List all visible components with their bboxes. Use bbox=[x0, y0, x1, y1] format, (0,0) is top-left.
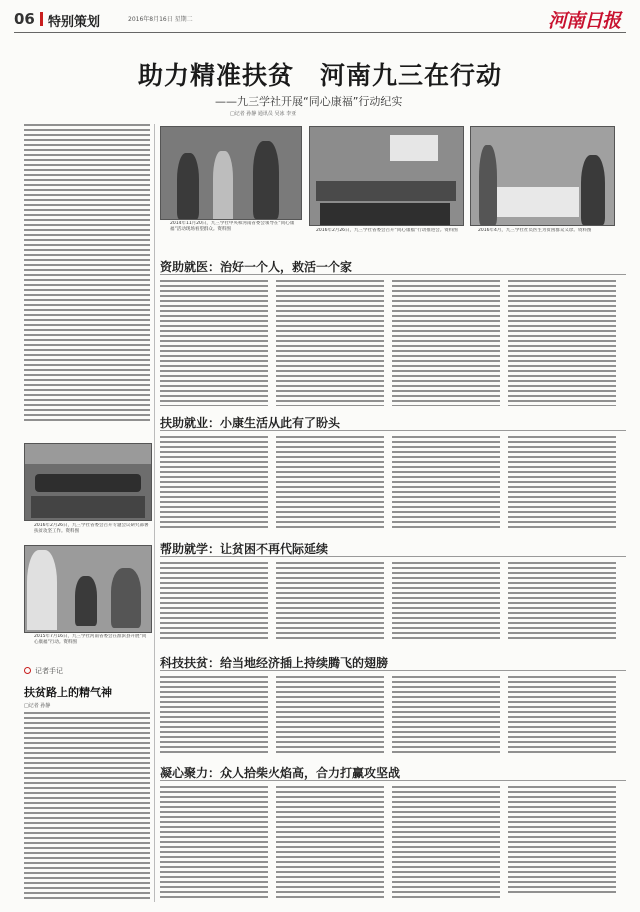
photo-meeting bbox=[309, 126, 464, 226]
body-text bbox=[160, 436, 268, 528]
body-text bbox=[392, 562, 500, 642]
body-text bbox=[508, 280, 616, 406]
newspaper-masthead: 河南日报 bbox=[548, 10, 621, 32]
column-separator bbox=[154, 124, 155, 902]
section-divider-1 bbox=[160, 274, 626, 275]
section-divider-2 bbox=[160, 430, 626, 431]
photo-caption-2: 2016年2月26日，九三学社省委会召开“同心康福”行动推进会。资料图 bbox=[316, 228, 458, 233]
body-text bbox=[160, 786, 268, 898]
commentary-tag: 记者手记 bbox=[35, 667, 63, 675]
body-text bbox=[276, 786, 384, 898]
commentary-author: □记者 孙静 bbox=[24, 703, 51, 709]
commentary-marker-icon bbox=[24, 667, 31, 674]
photo-caption-1: 2014年11月20日，九三学社中央和河南省委会领导在“同心康福”活动现场看望群众。资料图 bbox=[170, 221, 295, 232]
body-text bbox=[160, 676, 268, 754]
section-heading-1: 资助就医：治好一个人，救活一个家 bbox=[160, 260, 353, 274]
commentary-title: 扶贫路上的精气神 bbox=[24, 686, 112, 699]
section-divider-3 bbox=[160, 556, 626, 557]
body-text bbox=[508, 562, 616, 642]
section-label: 特别策划 bbox=[48, 15, 101, 30]
commentary-text-block bbox=[24, 712, 150, 902]
section-marker bbox=[40, 12, 43, 26]
body-text bbox=[392, 676, 500, 754]
header-divider bbox=[14, 32, 626, 33]
issue-date: 2016年8月16日 星期二 bbox=[128, 16, 193, 23]
body-text bbox=[508, 676, 616, 754]
photo-conference bbox=[24, 443, 152, 521]
section-heading-3: 帮助就学：让贫困不再代际延续 bbox=[160, 542, 329, 556]
section-divider-4 bbox=[160, 670, 626, 671]
byline: □记者 孙静 通讯员 吴冰 李亚 bbox=[230, 111, 297, 117]
photo-visit bbox=[160, 126, 302, 220]
body-text bbox=[276, 436, 384, 528]
photo-clinic bbox=[470, 126, 615, 226]
section-heading-2: 扶助就业：小康生活从此有了盼头 bbox=[160, 416, 341, 430]
photo-caption-4: 2016年2月26日，九三学社省委会召开专题会议研究部署扶贫攻坚工作。资料图 bbox=[34, 523, 149, 534]
body-text bbox=[276, 676, 384, 754]
body-text bbox=[508, 436, 616, 528]
section-heading-5: 凝心聚力：众人拾柴火焰高，合力打赢攻坚战 bbox=[160, 766, 401, 780]
body-text bbox=[160, 280, 268, 406]
intro-text-block bbox=[24, 124, 150, 422]
body-text bbox=[392, 280, 500, 406]
page-number: 06 bbox=[14, 10, 35, 28]
body-text bbox=[276, 280, 384, 406]
section-divider-5 bbox=[160, 780, 626, 781]
section-heading-4: 科技扶贫：给当地经济插上持续腾飞的翅膀 bbox=[160, 656, 389, 670]
photo-caption-5: 2015年7月16日，九三学社河南省委会在淮滨县开展“同心康福”行动。资料图 bbox=[34, 634, 147, 645]
subtitle: ——九三学社开展“同心康福”行动纪实 bbox=[215, 95, 403, 108]
body-text bbox=[160, 562, 268, 642]
photo-caption-3: 2016年4月，九三学社社员医生为贫困群众义诊。资料图 bbox=[478, 228, 592, 233]
body-text bbox=[508, 786, 616, 894]
headline: 助力精准扶贫 河南九三在行动 bbox=[137, 61, 502, 90]
photo-consultation bbox=[24, 545, 152, 633]
body-text bbox=[392, 436, 500, 528]
body-text bbox=[276, 562, 384, 642]
body-text bbox=[392, 786, 500, 898]
